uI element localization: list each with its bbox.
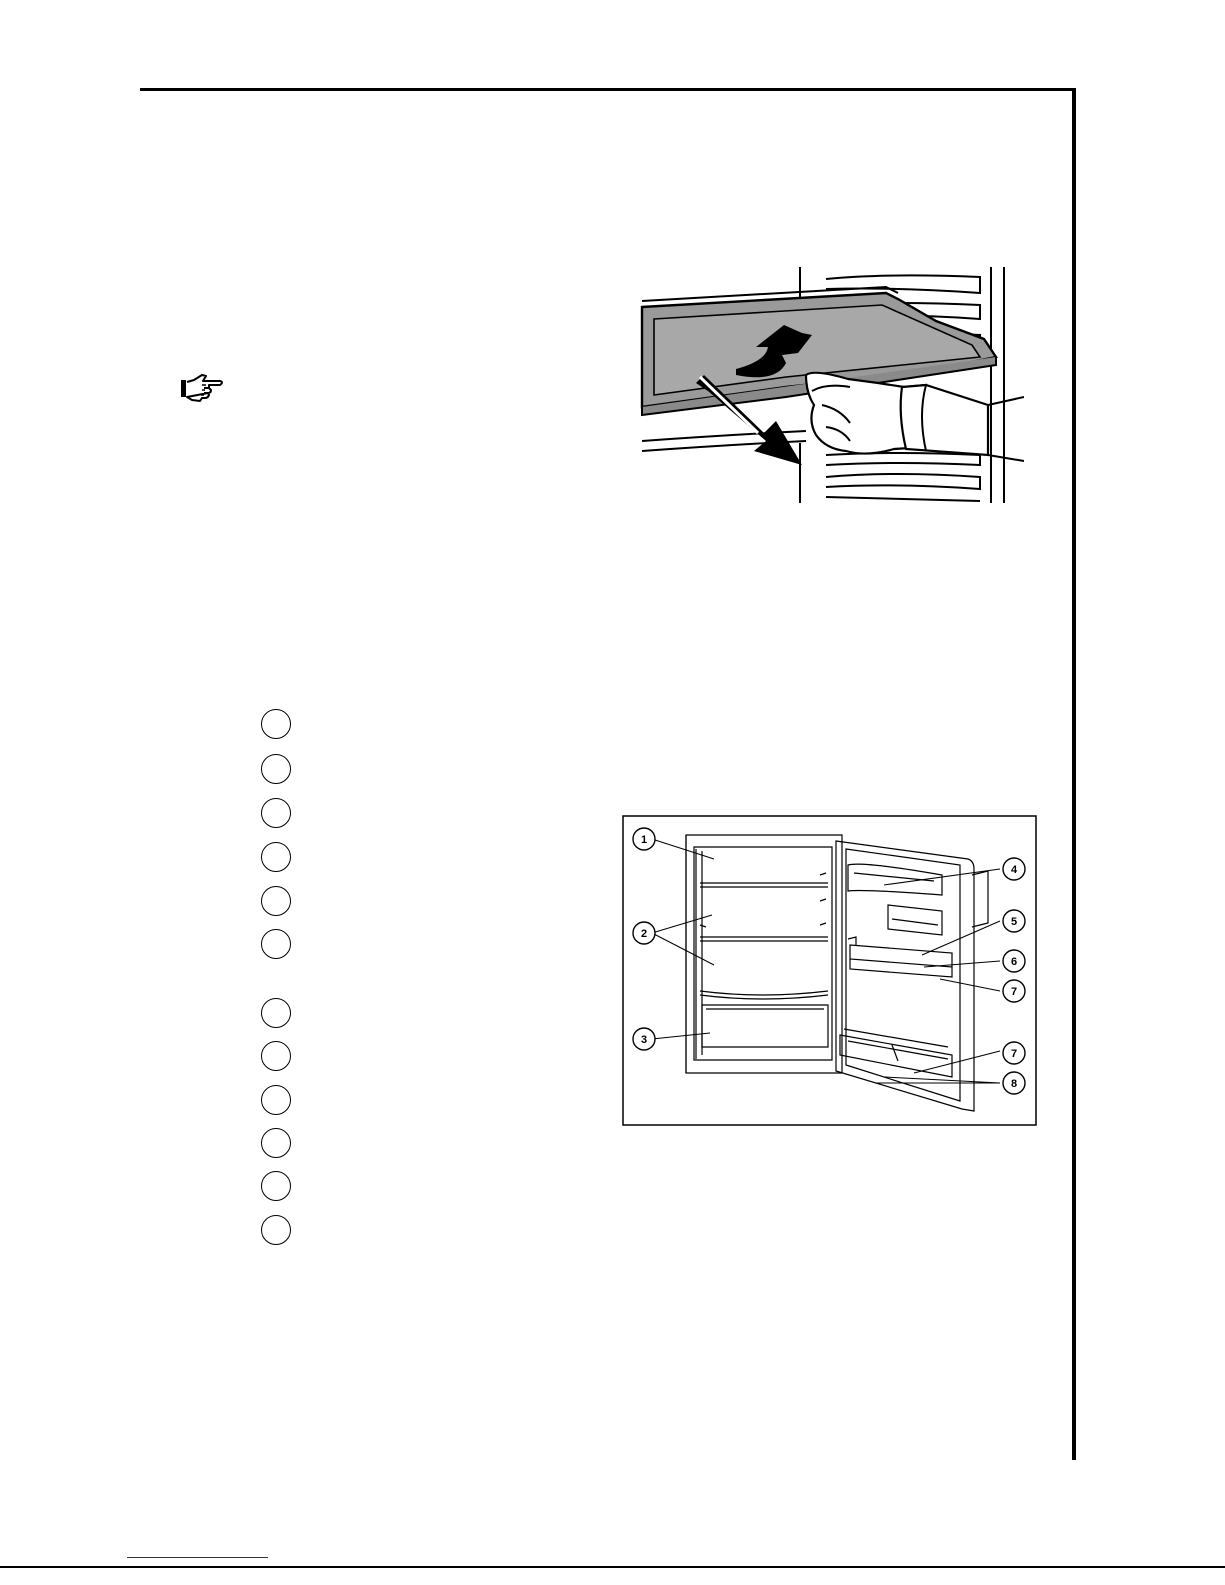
step-number-circle	[261, 1215, 291, 1245]
callout-label: 8	[1010, 1078, 1018, 1090]
fridge-parts-diagram	[622, 815, 1037, 1126]
step-number-circle	[261, 1171, 291, 1201]
callout-label: 4	[1010, 864, 1018, 876]
callout-label: 5	[1010, 916, 1018, 928]
footer-rule	[0, 1566, 1225, 1568]
callout-label: 1	[640, 834, 648, 846]
callout-label: 7	[1010, 986, 1018, 998]
step-number-circle	[261, 709, 291, 739]
callout-label: 2	[640, 928, 648, 940]
step-number-circle	[261, 998, 291, 1028]
shelf-removal-illustration	[636, 265, 1024, 505]
callout-label: 6	[1010, 956, 1018, 968]
pointing-hand-icon	[180, 374, 226, 404]
step-number-circle	[261, 1041, 291, 1071]
step-number-circle	[261, 929, 291, 959]
step-number-circle	[261, 842, 291, 872]
callout-label: 3	[640, 1034, 648, 1046]
right-margin-rule	[1072, 88, 1076, 1460]
step-number-circle	[261, 754, 291, 784]
step-number-circle	[261, 1085, 291, 1115]
top-rule	[140, 88, 1075, 91]
step-number-circle	[261, 798, 291, 828]
footer-link-underline[interactable]	[127, 1557, 268, 1558]
step-number-circle	[261, 1128, 291, 1158]
callout-label: 7	[1010, 1048, 1018, 1060]
step-number-circle	[261, 886, 291, 916]
